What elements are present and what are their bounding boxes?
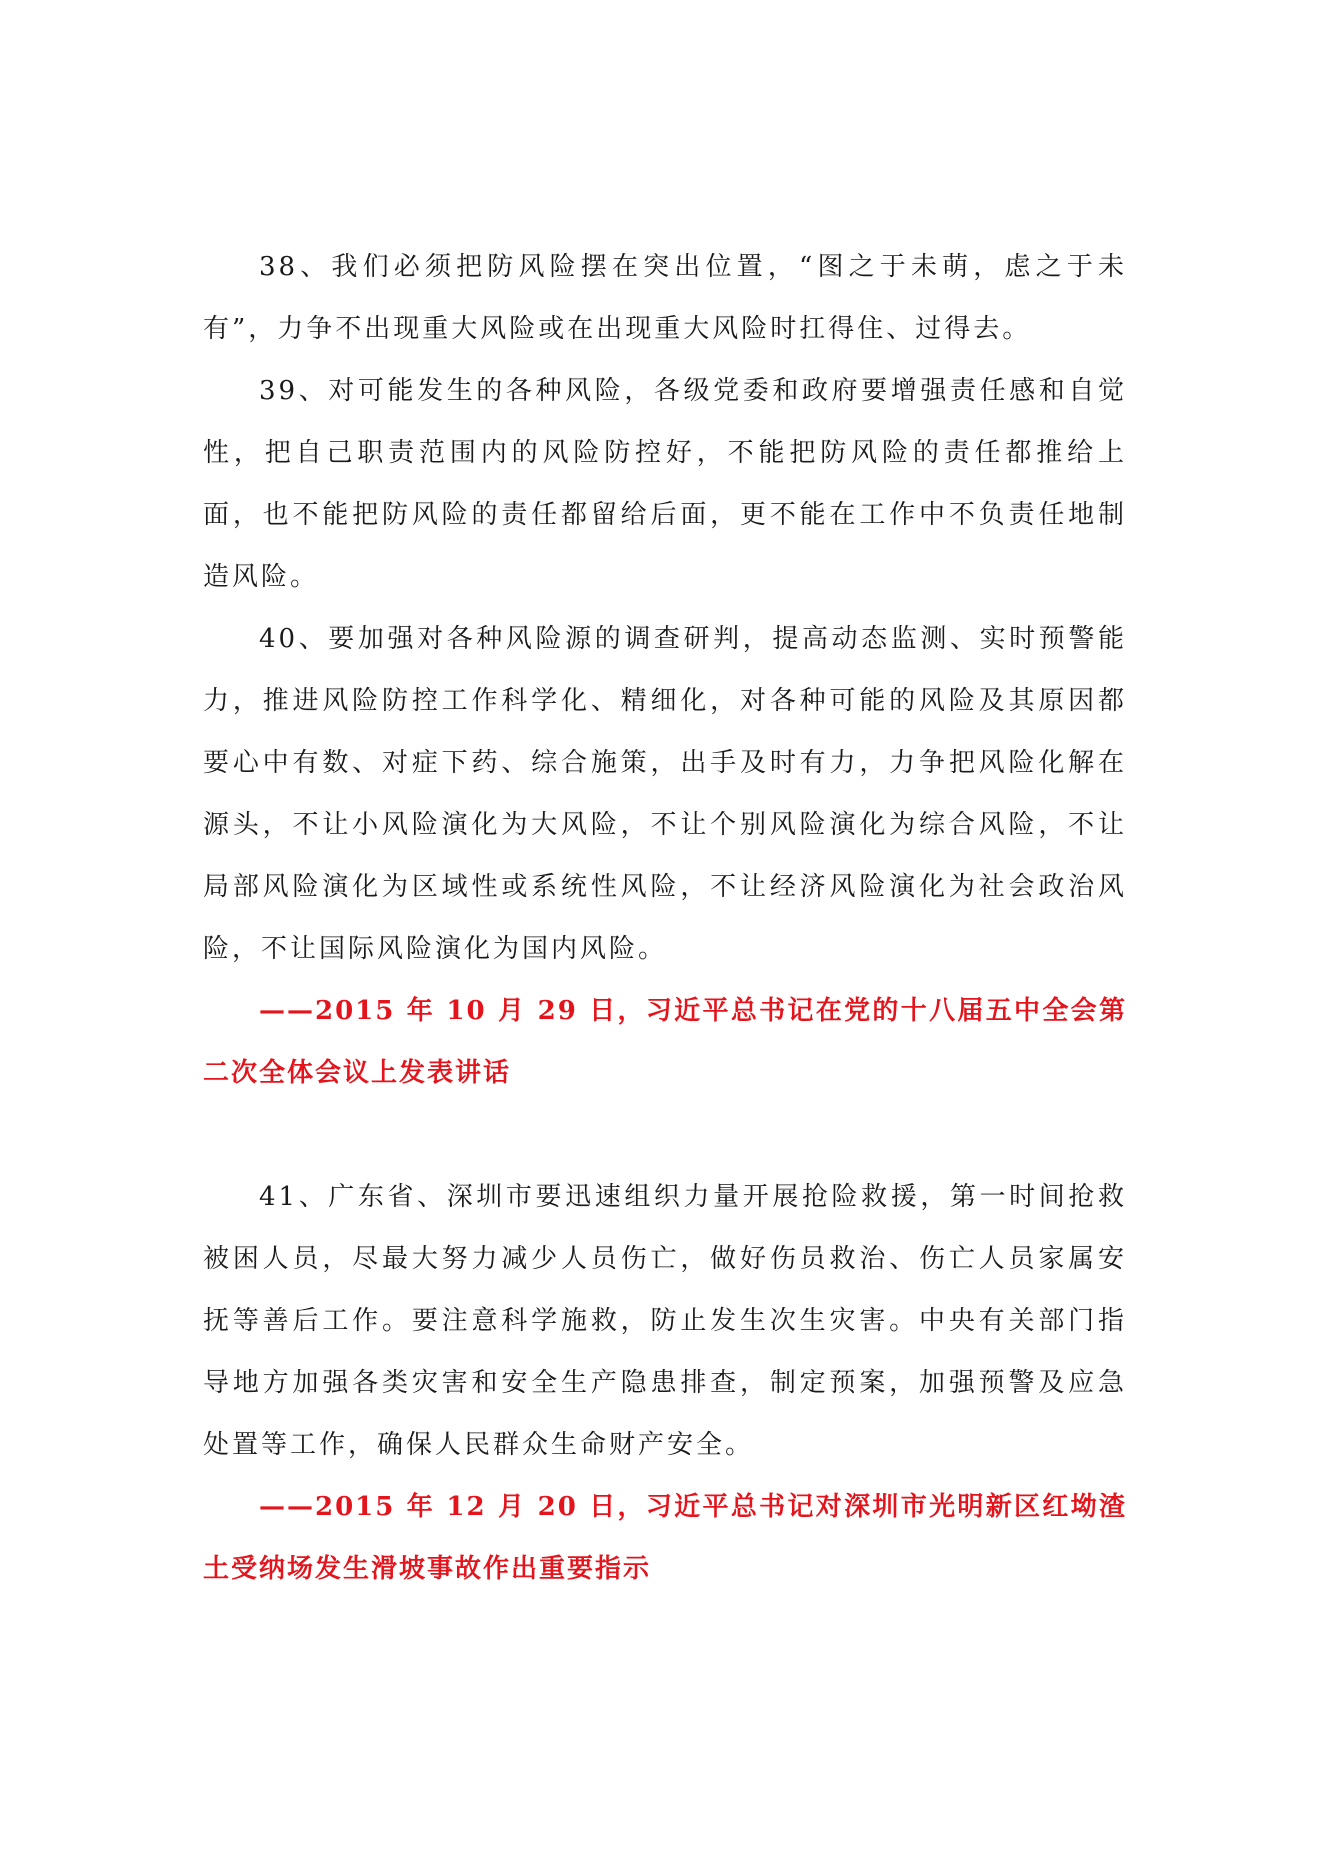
paragraph-39: 39、对可能发生的各种风险，各级党委和政府要增强责任感和自觉性，把自己职责范围内的风险防控好，不能把防风险的责任都推给上面，也不能把防风险的责任都留给后面，更不能在工作中不负责任地制造风险。 [203, 376, 1127, 592]
source-citation-1: ——2015 年 10 月 29 日，习近平总书记在党的十八届五中全会第二次全体会议上发表讲话 [203, 996, 1127, 1088]
paragraph-40: 40、要加强对各种风险源的调查研判，提高动态监测、实时预警能力，推进风险防控工作科学化、精细化，对各种可能的风险及其原因都要心中有数、对症下药、综合施策，出手及时有力，力争把风险化解在源头，不让小风险演化为大风险，不让个别风险演化为综合风险，不让局部风险演化为区域性或系统性风险，不让经济风险演化为社会政治风险，不让国际风险演化为国内风险。 [203, 624, 1127, 964]
source-citation-2: ——2015 年 12 月 20 日，习近平总书记对深圳市光明新区红坳渣土受纳场发生滑坡事故作出重要指示 [203, 1492, 1127, 1584]
paragraph-41: 41、广东省、深圳市要迅速组织力量开展抢险救援，第一时间抢救被困人员，尽最大努力减少人员伤亡，做好伤员救治、伤亡人员家属安抚等善后工作。要注意科学施救，防止发生次生灾害。中央有关部门指导地方加强各类灾害和安全生产隐患排查，制定预案，加强预警及应急处置等工作，确保人民群众生命财产安全。 [203, 1182, 1127, 1460]
paragraph-38: 38、我们必须把防风险摆在突出位置，“图之于未萌，虑之于未有”，力争不出现重大风险或在出现重大风险时扛得住、过得去。 [203, 252, 1127, 344]
document-body [203, 236, 1127, 1600]
section-divider-space [203, 1104, 1127, 1166]
